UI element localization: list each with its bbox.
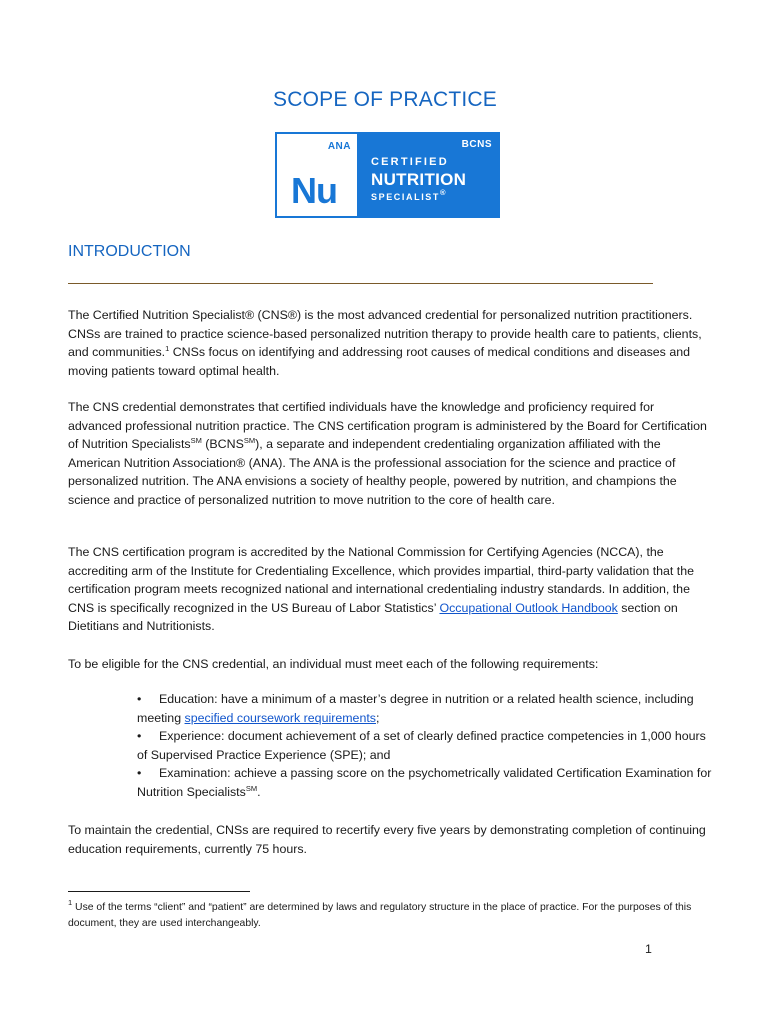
logo-bcns-text: BCNS	[461, 139, 492, 150]
coursework-requirements-link[interactable]: specified coursework requirements	[184, 710, 376, 725]
paragraph-eligibility: To be eligible for the CNS credential, an individual must meet each of the following requirements:	[68, 657, 599, 671]
logo-nutrition-text: NUTRITION	[371, 170, 467, 189]
paragraph-accreditation-part-b: section on Dietitians and Nutritionists.	[68, 600, 678, 634]
list-item	[137, 727, 712, 764]
paragraph-accreditation-part-a: The CNS certification program is accredited by the National Commission for Certifying Agencies (NCCA), the accrediting arm of the Institute for Credentialing Excellence, which provides impartial, third-party validation that the certification program meets recognized national and international credentialing industry standards. In addition, the CNS is specifically recognized in the US Bureau of Labor Statistics’	[68, 545, 695, 615]
logo-ana-panel	[275, 132, 359, 218]
requirement-examination-part-a: Examination: achieve a passing score on the psychometrically validated Certification Examination for Nutrition Specialists	[137, 766, 712, 799]
logo-nu-symbol: Nu	[291, 170, 337, 211]
cns-logo	[275, 132, 500, 218]
paragraph-accreditation	[68, 543, 708, 636]
footnote-divider	[68, 891, 250, 892]
requirements-list	[137, 690, 712, 802]
requirement-experience: Experience: document achievement of a set of clearly defined practice competencies in 1,000 hours of Supervised Practice Experience (SPE); and	[137, 729, 706, 762]
paragraph-credential	[68, 398, 708, 510]
list-item	[137, 764, 712, 801]
bullet-icon: •	[137, 729, 142, 744]
service-mark: SM	[245, 783, 258, 793]
paragraph-intro-part-b: CNSs focus on identifying and addressing root causes of medical conditions and diseases and moving patients toward optimal health.	[68, 345, 690, 378]
paragraph-credential-part-c: ), a separate and independent credentialing organization affiliated with the American Nutrition Association® (ANA). The ANA is the professional association for the science and practice of personalized nutrition. The ANA envisions a society of healthy people, powered by nutrition, and champions the science and practice of personalized nutrition to move nutrition to the core of health care.	[68, 437, 677, 507]
section-heading: INTRODUCTION	[68, 243, 191, 260]
requirement-education-part-b: ;	[375, 710, 380, 725]
logo-certified-text: CERTIFIED	[371, 156, 449, 168]
footnote	[68, 900, 708, 932]
footnote-reference[interactable]: 1	[165, 344, 170, 354]
paragraph-credential-part-b: (BCNS	[201, 437, 244, 452]
requirement-examination-part-b: .	[257, 784, 261, 799]
page-title: SCOPE OF PRACTICE	[273, 88, 497, 111]
bullet-icon: •	[137, 692, 142, 706]
footnote-number: 1	[68, 898, 73, 907]
footnote-text: Use of the terms “client” and “patient” are determined by laws and regulatory structure in the place of practice. For the purposes of this document, they are used interchangeably.	[68, 902, 692, 929]
occupational-outlook-handbook-link[interactable]: Occupational Outlook Handbook	[439, 600, 618, 615]
logo-bcns-panel	[359, 132, 500, 218]
logo-specialist-word: SPECIALIST	[371, 192, 441, 202]
paragraph-recertification: To maintain the credential, CNSs are required to recertify every five years by demonstrating completion of continuing education requirements, currently 75 hours.	[68, 823, 706, 856]
page-number: 1	[645, 942, 652, 956]
paragraph-intro	[68, 306, 708, 380]
bullet-icon: •	[137, 766, 142, 781]
logo-registered-mark: ®	[440, 188, 448, 197]
section-divider	[68, 283, 653, 284]
requirement-education-part-a: Education: have a minimum of a master’s degree in nutrition or a related health science, including meeting	[137, 692, 694, 725]
paragraph-intro-part-a: The Certified Nutrition Specialist® (CNS®) is the most advanced credential for personalized nutrition practitioners. CNSs are trained to practice science-based personalized nutrition therapy to provide health care to patients, clients, and communities.	[68, 308, 702, 360]
list-item	[137, 690, 712, 727]
paragraph-credential-part-a: The CNS credential demonstrates that certified individuals have the knowledge and proficiency required for advanced professional nutrition practice. The CNS certification program is administered by the Board for Certification of Nutrition Specialists	[68, 400, 707, 452]
logo-ana-text: ANA	[327, 141, 351, 152]
logo-specialist-text	[371, 188, 448, 202]
service-mark: SM	[243, 436, 256, 446]
service-mark: SM	[190, 436, 202, 446]
